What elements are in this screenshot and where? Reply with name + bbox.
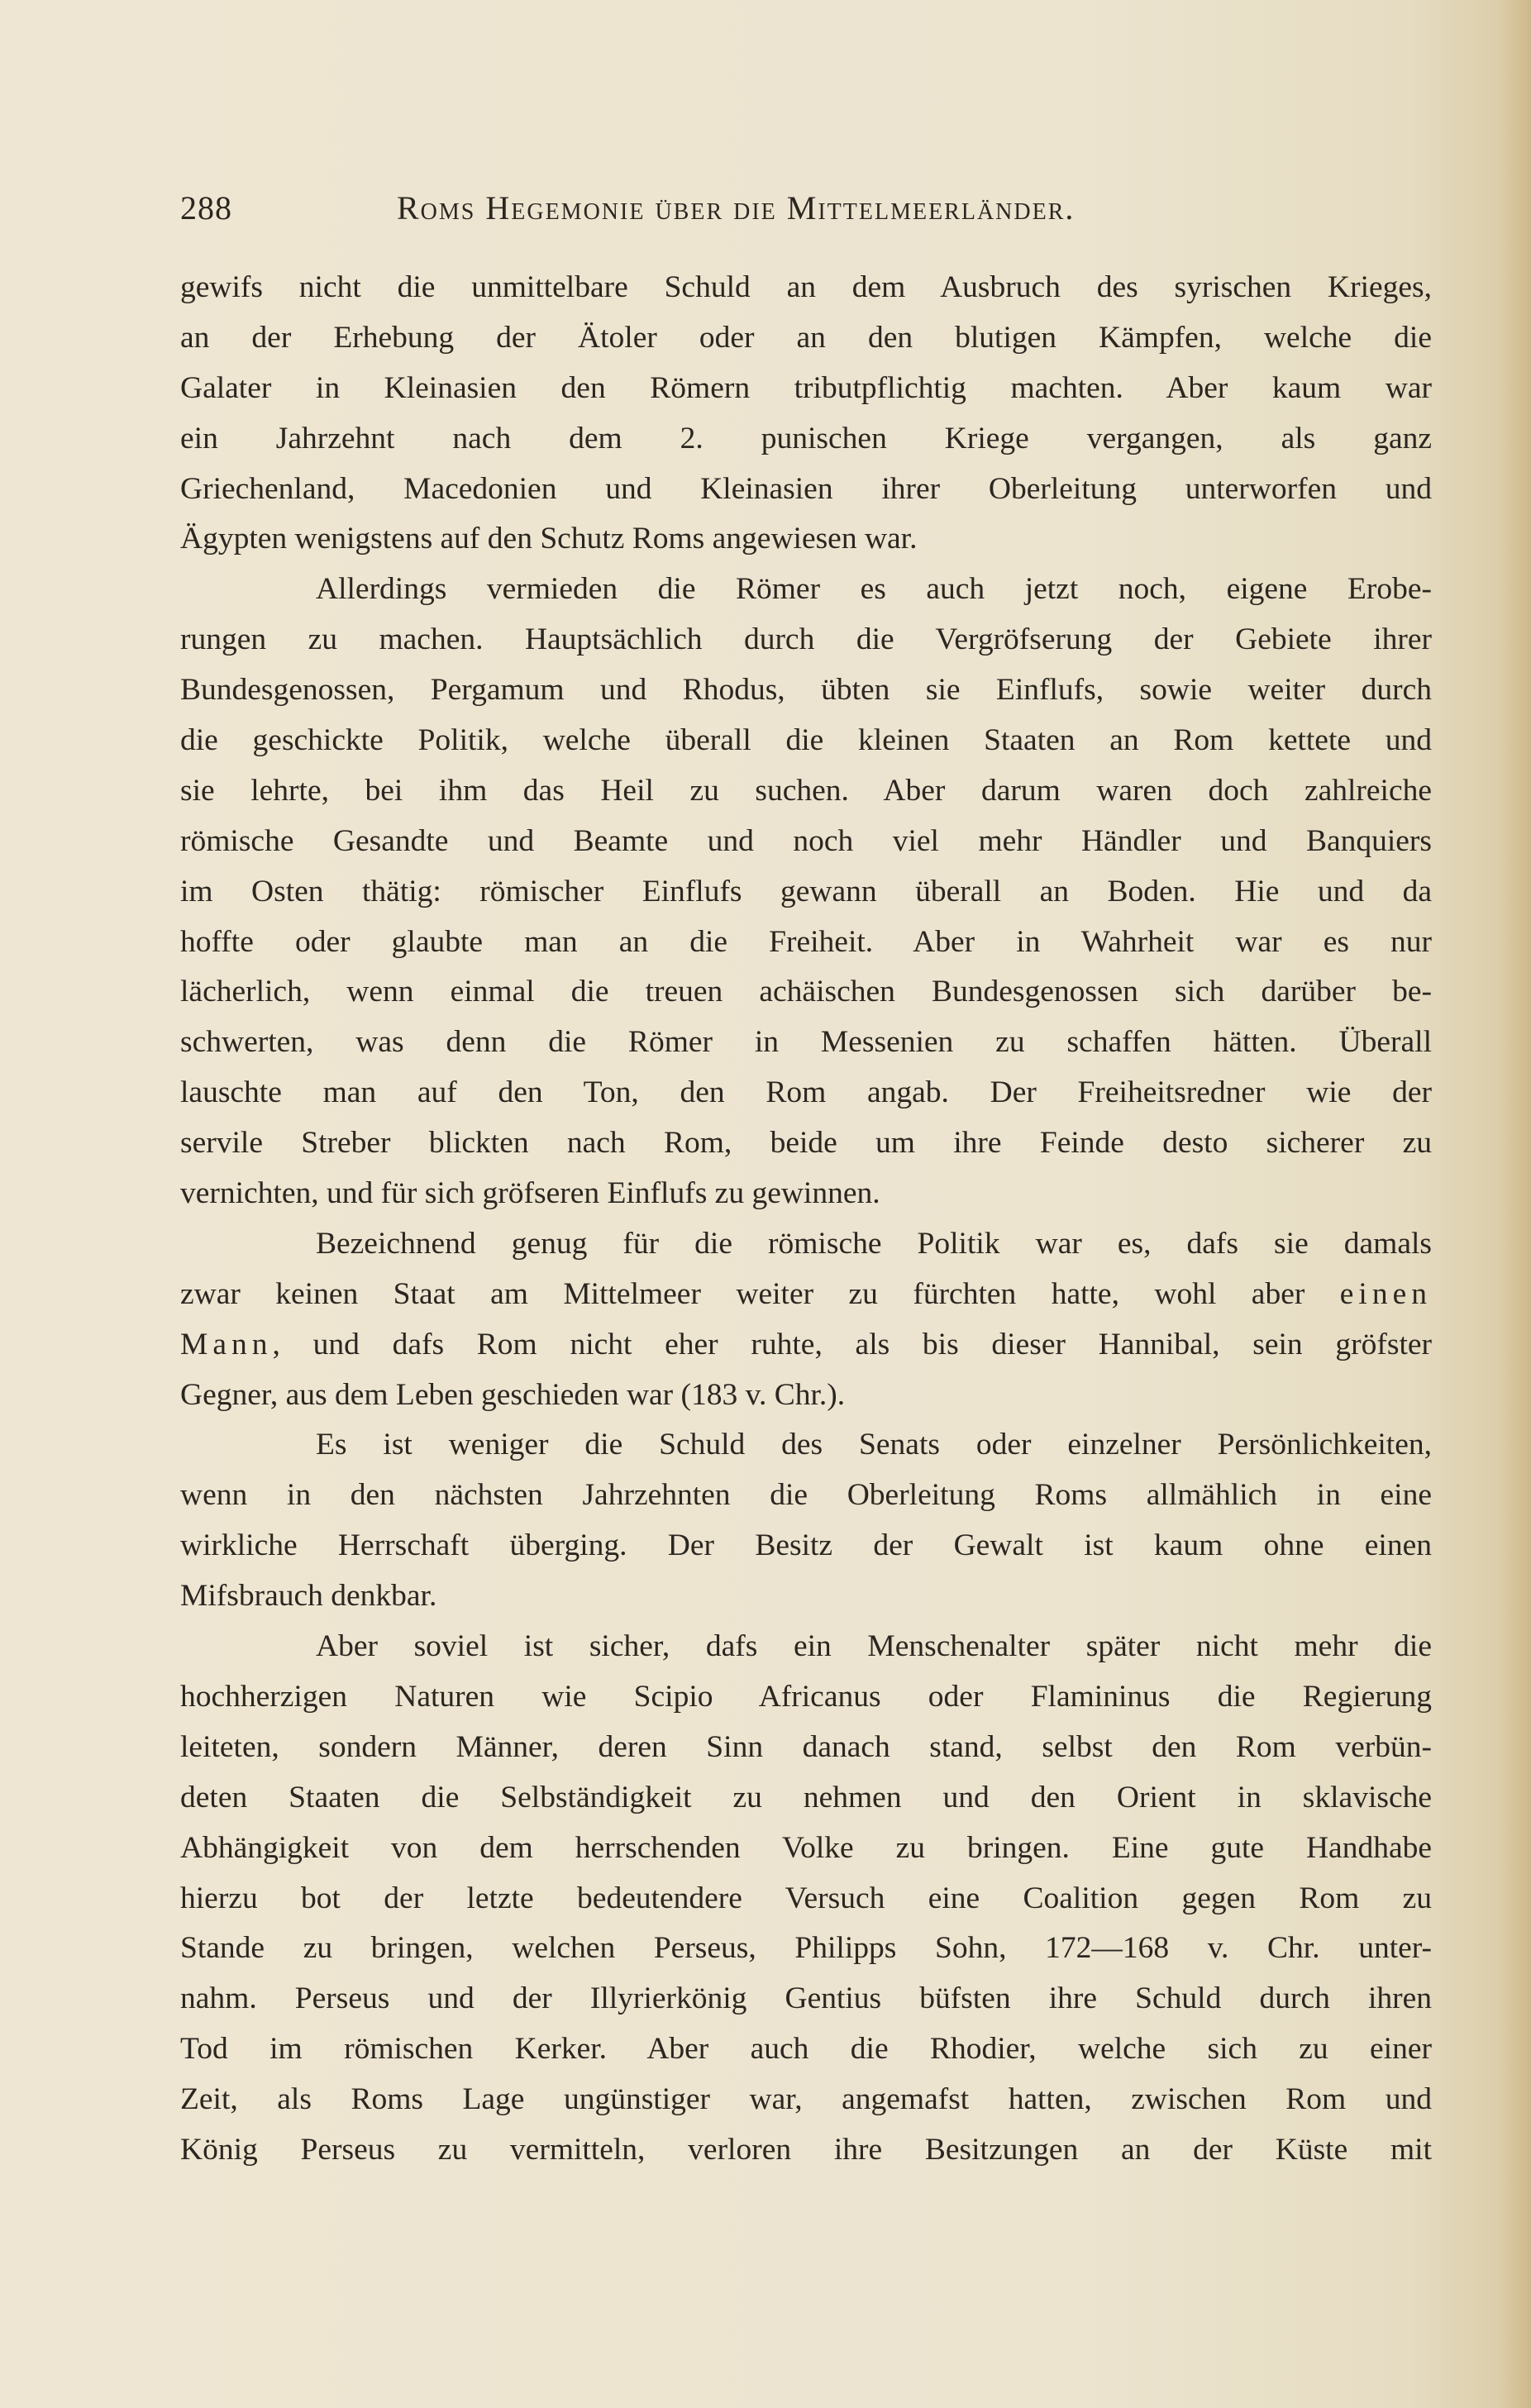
paragraph-first-line: Aber soviel ist sicher, dafs ein Menschenalter später nicht mehr die: [316, 1629, 1432, 1664]
paragraph-first-line: Es ist weniger die Schuld des Senats oder einzelner Persönlichkeiten,: [316, 1428, 1432, 1462]
text-line: Galater in Kleinasien den Römern tributpflichtig machten. Aber kaum war: [180, 370, 1432, 405]
text-line: schwerten, was denn die Römer in Messenien zu schaffen hätten. Überall: [180, 1025, 1432, 1060]
text-line: [180, 1320, 1432, 1371]
text-line: Bundesgenossen, Pergamum und Rhodus, übten sie Einflufs, sowie weiter durch: [180, 673, 1432, 708]
text-line: ein Jahrzehnt nach dem 2. punischen Kriege vergangen, als ganz: [180, 421, 1432, 455]
text-line: lächerlich, wenn einmal die treuen achäischen Bundesgenossen sich darüber be-: [180, 975, 1432, 1009]
text-line: rungen zu machen. Hauptsächlich durch die Vergröfserung der Gebiete ihrer: [180, 622, 1432, 657]
text-line: wirkliche Herrschaft überging. Der Besitz der Gewalt ist kaum ohne einen: [180, 1528, 1432, 1563]
running-title: Roms Hegemonie über die Mittelmeerländer.: [397, 189, 1076, 226]
text-line: vernichten, und für sich gröfseren Einflufs zu gewinnen.: [180, 1176, 880, 1211]
text-fragment: zwar keinen Staat am Mittelmeer weiter zu fürchten hatte, wohl aber: [180, 1276, 1305, 1311]
text-line: Gegner, aus dem Leben geschieden war (183 v. Chr.).: [180, 1377, 846, 1412]
text-line: Tod im römischen Kerker. Aber auch die Rhodier, welche sich zu einer: [180, 2032, 1432, 2067]
text-line: hochherzigen Naturen wie Scipio Africanus oder Flamininus die Regierung: [180, 1679, 1432, 1714]
text-line: im Osten thätig: römischer Einflufs gewann überall an Boden. Hie und da: [180, 874, 1432, 908]
emphasized-word: Mann: [180, 1327, 273, 1361]
paragraph-first-line: Bezeichnend genug für die römische Politik war es, dafs sie damals: [316, 1226, 1432, 1261]
emphasized-word: einen: [1339, 1276, 1432, 1311]
text-line: wenn in den nächsten Jahrzehnten die Oberleitung Roms allmählich in eine: [180, 1478, 1432, 1513]
paragraph-first-line: Allerdings vermieden die Römer es auch jetzt noch, eigene Erobe-: [316, 572, 1432, 607]
page-number: 288: [180, 189, 232, 226]
page-header: [180, 188, 1432, 230]
text-line: Ägypten wenigstens auf den Schutz Roms angewiesen war.: [180, 522, 918, 556]
text-fragment: , und dafs Rom nicht eher ruhte, als bis dieser Hannibal, sein gröfster: [272, 1327, 1432, 1361]
text-line: an der Erhebung der Ätoler oder an den blutigen Kämpfen, welche die: [180, 320, 1432, 355]
text-line: Stande zu bringen, welchen Perseus, Philipps Sohn, 172—168 v. Chr. unter-: [180, 1931, 1432, 1966]
text-line: römische Gesandte und Beamte und noch viel mehr Händler und Banquiers: [180, 823, 1432, 858]
text-line: Abhängigkeit von dem herrschenden Volke zu bringen. Eine gute Handhabe: [180, 1830, 1432, 1865]
text-line: hoffte oder glaubte man an die Freiheit. Aber in Wahrheit war es nur: [180, 924, 1432, 959]
text-line: König Perseus zu vermitteln, verloren ihre Besitzungen an der Küste mit: [180, 2132, 1432, 2167]
text-line: sie lehrte, bei ihm das Heil zu suchen. Aber darum waren doch zahlreiche: [180, 773, 1432, 808]
text-line: leiteten, sondern Männer, deren Sinn danach stand, selbst den Rom verbün-: [180, 1729, 1432, 1764]
text-line: deten Staaten die Selbständigkeit zu nehmen und den Orient in sklavische: [180, 1780, 1432, 1814]
text-line: nahm. Perseus und der Illyrierkönig Gentius büfsten ihre Schuld durch ihren: [180, 1981, 1432, 2016]
body-text: [180, 263, 1432, 2176]
text-line: servile Streber blickten nach Rom, beide um ihre Feinde desto sicherer zu: [180, 1126, 1432, 1161]
text-line: Griechenland, Macedonien und Kleinasien ihrer Oberleitung unterworfen und: [180, 471, 1432, 506]
text-line: Mifsbrauch denkbar.: [180, 1579, 437, 1614]
text-line: gewifs nicht die unmittelbare Schuld an dem Ausbruch des syrischen Krieges,: [180, 270, 1432, 304]
text-line: [180, 1270, 1432, 1320]
text-line: lauschte man auf den Ton, den Rom angab. Der Freiheitsredner wie der: [180, 1075, 1432, 1110]
text-line: hierzu bot der letzte bedeutendere Versuch eine Coalition gegen Rom zu: [180, 1881, 1432, 1915]
text-line: die geschickte Politik, welche überall die kleinen Staaten an Rom kettete und: [180, 723, 1432, 758]
page-edge-shadow: [1498, 0, 1531, 2408]
text-line: Zeit, als Roms Lage ungünstiger war, angemafst hatten, zwischen Rom und: [180, 2082, 1432, 2117]
